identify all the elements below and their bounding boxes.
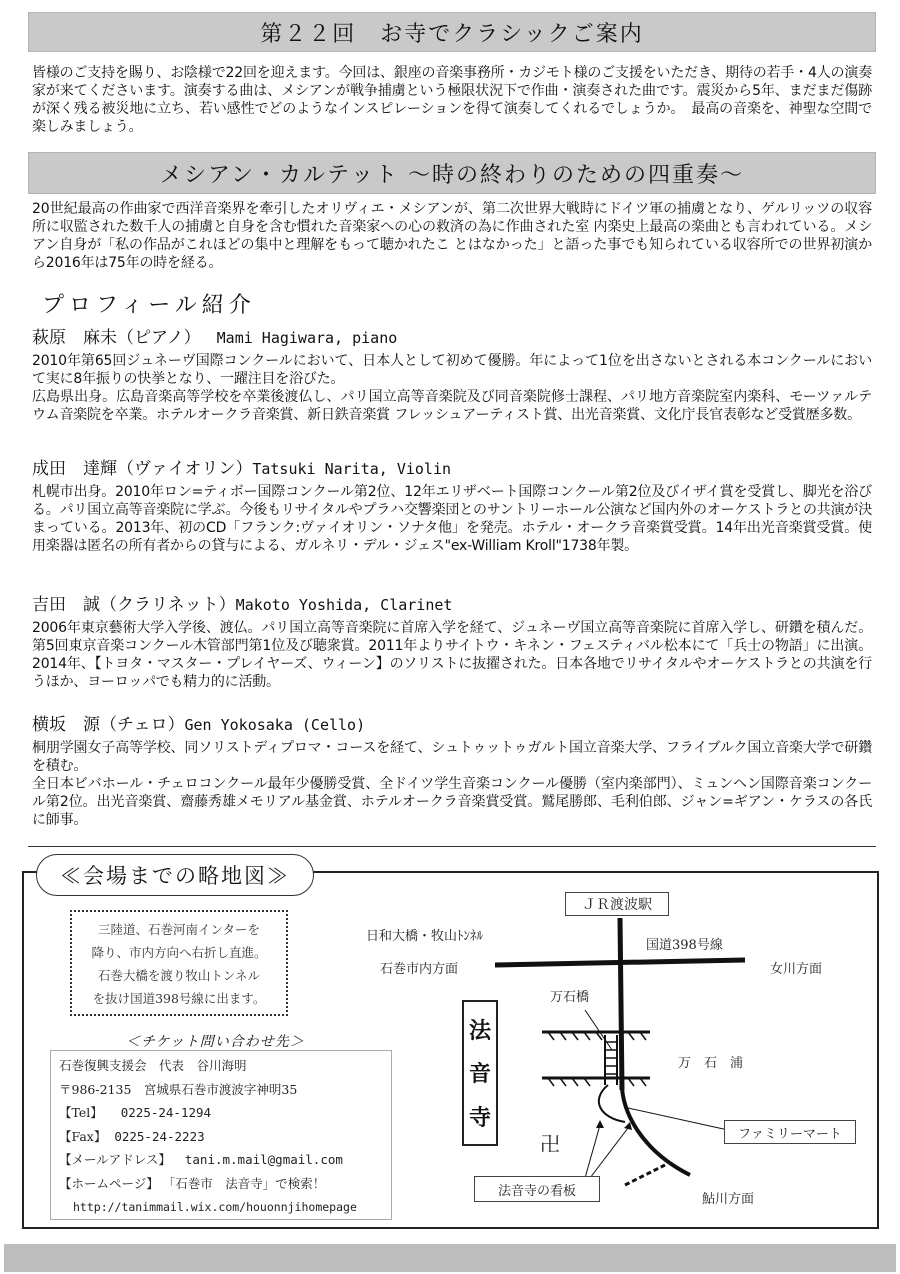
tel-value: 0225-24-1294: [120, 1105, 212, 1120]
profile-name-en: Makoto Yoshida, Clarinet: [235, 596, 453, 614]
ishinomaki-label: 石巻市内方面: [380, 962, 459, 977]
hp-label: 【ホームページ】: [59, 1175, 159, 1191]
ticket-heading: ＜チケット問い合わせ先＞: [126, 1034, 305, 1050]
road-to-ayukawa: [622, 1085, 690, 1175]
signboard-label: 法音寺の看板: [474, 1176, 600, 1202]
profile-name-jp: 萩原 麻未（ピアノ）: [32, 328, 201, 348]
railway: [625, 1165, 665, 1185]
fax-value: 0225-24-2223: [114, 1128, 205, 1144]
profile-name-en: Mami Hagiwara, piano: [216, 329, 398, 347]
program-text: 20世紀最高の作曲家で西洋音楽界を牽引したオリヴィエ・メシアンが、第二次世界大戦時にドイツ軍の捕虜となり、ゲルリッツの収容所に収監された数千人の捕虜と自身を含む慣れた音楽家への心の救済の為に作曲された室 内楽史上最高の楽曲とも言われている。メシアン自身が「私の作品がこれほどの集中と理解をもって聴かれたこ とはなかった」と語った事でも知られている収容所での世界初演から2016年は75年の時を経る。: [32, 201, 872, 271]
bridge-pointer: [585, 1010, 612, 1050]
footer-bar: [4, 1244, 896, 1272]
signboard-arrow: [596, 1120, 604, 1128]
tel-label: 【Tel】: [59, 1105, 103, 1120]
ayukawa-label: 鮎川方面: [702, 1192, 755, 1207]
bridge-tunnel-label: 日和大橋・牧山ﾄﾝﾈﾙ: [366, 929, 484, 944]
fax-label: 【Fax】: [59, 1128, 107, 1144]
directions-line: 降り、市内方向へ右折し直進。: [91, 945, 267, 960]
route-label: 国道398号線: [646, 938, 723, 953]
hp-url-link[interactable]: http://tanimmail.wix.com/houonnjihomepage: [73, 1200, 357, 1214]
profile-name-en: Tatsuki Narita, Violin: [252, 460, 452, 478]
contact-address: 〒986-2135 宮城県石巻市渡波字神明35: [59, 1081, 298, 1097]
profile-name-jp: 成田 達輝（ヴァイオリン）: [32, 459, 253, 479]
mail-label: 【メールアドレス】: [59, 1152, 171, 1167]
directions-line: 三陸道、石巻河南インターを: [97, 922, 260, 937]
profile-heading: プロフィール紹介: [42, 293, 256, 318]
temple-mark-icon: 卍: [540, 1132, 560, 1156]
temple-char: 音: [468, 1061, 491, 1088]
familymart-pointer: [628, 1108, 728, 1130]
temple-char: 寺: [468, 1104, 491, 1131]
signboard-pointer: [585, 1125, 600, 1178]
hp-text: 「石巻市 法音寺」で検索！: [162, 1175, 326, 1191]
contact-org: 石巻復興支援会 代表 谷川海明: [59, 1058, 247, 1073]
page-title: 第２２回 お寺でクラシックご案内: [28, 12, 876, 52]
mangoku-ura-label: 万 石 浦: [678, 1056, 744, 1071]
directions-line: 石巻大橋を渡り牧山トンネル: [97, 968, 261, 983]
temple-sign: [462, 1000, 498, 1146]
profile-name-jp: 横坂 源（チェロ）: [32, 715, 185, 735]
profile-bio-yokosaka: 桐朋学園女子高等学校、同ソリストディプロマ・コースを経て、シュトゥットゥガルト国立音楽大学、フライブルク国立音楽大学で研鑽を積む。 全日本ビバホール・チェロコンクール最年少優勝受賞、全ドイツ学生音楽コンクール優勝（室内楽部門）、ミュンヘン国際音楽コンクール第2位。出光音楽賞、齋藤秀雄メモリアル基金賞、ホテルオークラ音楽賞受賞。鷲尾勝郎、毛利伯郎、ジャン=ギアン・ケラスの各氏に師事。: [32, 740, 872, 828]
bridge-rungs: [605, 1042, 617, 1074]
program-title: メシアン・カルテット ～時の終わりのための四重奏～: [28, 152, 876, 194]
temple-char: 法: [468, 1018, 491, 1045]
familymart-label: ファミリーマート: [724, 1120, 856, 1144]
mangoku-bridge-label: 万石橋: [550, 990, 590, 1005]
signboard-pointer: [590, 1128, 628, 1178]
profile-name-jp: 吉田 誠（クラリネット）: [32, 595, 236, 615]
station-road: [620, 918, 622, 1090]
intro-text: 皆様のご支持を賜り、お陰様で22回を迎えます。今回は、銀座の音楽事務所・カジモト様のご支援をいただき、期待の若手・4人の演奏家が来てくださいます。演奏する曲は、メシアンが戦争捕虜という極限状況下で作曲・演奏された曲です。震災から5年、まだまだ傷跡が深く残る被災地に立ち、若い感性でどのようなインスピレーションを得て演奏してくれるでしょうか。 最高の音楽を、神聖な空間で楽しみましょう。: [32, 65, 872, 135]
profile-name-en: Gen Yokosaka (Cello): [184, 716, 366, 734]
map-title: ≪会場までの略地図≫: [36, 854, 314, 896]
mail-link[interactable]: tani.m.mail@gmail.com: [184, 1152, 343, 1167]
profile-bio-yoshida: 2006年東京藝術大学入学後、渡仏。パリ国立高等音楽院に首席入学を経て、ジュネーヴ国立高等音楽院に首席入学し、研鑽を積んだ。第5回東京音楽コンクール木管部門第1位及び聴衆賞。2011年よりサイトウ・キネン・フェスティバル松本にて「兵士の物語」に出演。2014年、【トヨタ・マスター・プレイヤーズ、ウィーン】のソリストに抜擢された。日本各地でリサイタルやオーケストラとの共演を行うほか、ヨーロッパでも精力的に活動。: [32, 620, 872, 690]
station-label: ＪＲ渡波駅: [565, 892, 669, 916]
profile-bio-narita: 札幌市出身。2010年ロン=ティボー国際コンクール第2位、12年エリザベート国際コンクール第2位及びイザイ賞を受賞し、脚光を浴びる。パリ国立高等音楽院に学ぶ。今後もリサイタルやプラハ交響楽団とのサントリーホール公演など国内外のオーケストラとの共演が決まっている。2013年、初のCD「フランク:ヴァイオリン・ソナタ他」を発売。ホテル・オークラ音楽賞受賞。14年出光音楽賞受賞。使用楽器は匿名の所有者からの貸与による、ガルネリ・デル・ジェス"ex-William Kroll"1738年製。: [32, 484, 872, 554]
onagawa-label: 女川方面: [770, 962, 823, 977]
directions-line: を抜け国道398号線に出ます。: [92, 991, 266, 1006]
profile-bio-hagiwara: 2010年第65回ジュネーヴ国際コンクールにおいて、日本人として初めて優勝。年によって1位を出さないとされる本コンクールにおいて実に8年振りの快挙となり、一躍注目を浴びた。 広島県出身。広島音楽高等学校を卒業後渡仏し、パリ国立高等音楽院及び同音楽院修士課程、パリ地方音楽院室内楽科、モーツァルテウム音楽院を卒業。ホテルオークラ音楽賞、新日鉄音楽賞 フレッシュアーティスト賞、出光音楽賞、文化庁長官表彰など受賞歴多数。: [32, 353, 872, 423]
